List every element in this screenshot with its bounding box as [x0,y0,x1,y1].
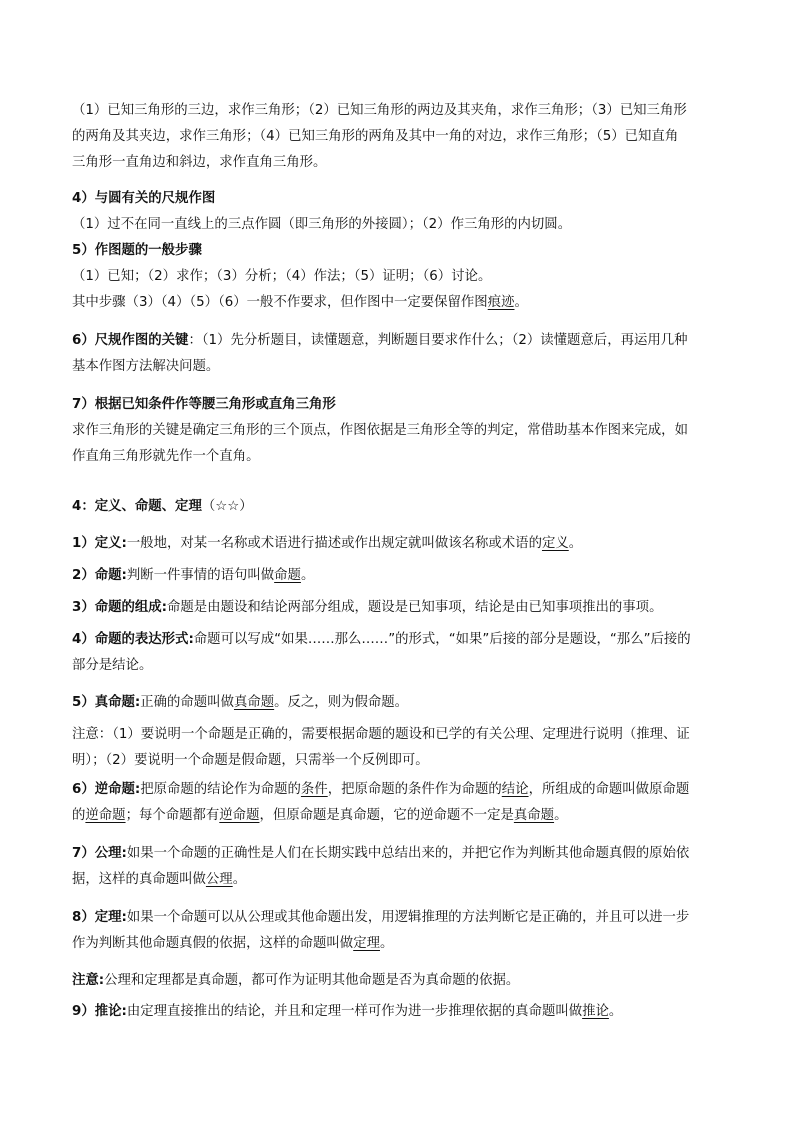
construction-cases-list [72,98,727,176]
underlined-term: 推论 [582,1004,609,1019]
underlined-term: 公理 [205,872,233,887]
text-run: ：（1）先分析题目，读懂题意，判断题目要求作什么；（2）读懂题意后，再运用几种 [188,333,688,348]
text-run: ；每个命题都有 [125,808,220,823]
term-label: 6）尺规作图的关键 [72,333,189,348]
paragraph-line: 求作三角形的关键是确定三角形的三个顶点，作图依据是三角形全等的判定，常借助基本作图来完成，如 [72,423,688,438]
special-triangle-section [72,392,727,470]
underlined-term: 结论 [501,782,529,797]
paragraph-line [72,968,727,994]
section-heading: 4）与圆有关的尺规作图 [72,191,216,206]
text-run: 由定理直接推出的结论，并且和定理一样可作为进一步推理依据的真命题叫做 [126,1004,583,1019]
term-label: 9）推论: [72,1004,127,1019]
term-label: 注意: [72,973,105,988]
paragraph-line [72,595,727,621]
paragraph-line: 基本作图方法解决问题。 [72,359,220,374]
paragraph-line: 的两角及其夹边，求作三角形；（4）已知三角形的两角及其中一角的对边，求作三角形；（5）已知直角 [72,129,679,144]
underlined-term: 真命题 [233,695,275,710]
paragraph-line [72,905,727,931]
underlined-term: 定义 [541,536,569,551]
paragraph-line: 作直角三角形就先作一个直角。 [72,449,260,464]
paragraph-line [72,931,727,957]
section-heading: 7）根据已知条件作等腰三角形或直角三角形 [72,397,336,412]
term-label: 8）定理: [72,910,127,925]
circle-construction-section [72,186,727,238]
text-run: 据，这样的真命题叫做 [72,872,206,887]
text-run: 。 [300,568,315,583]
underlined-term: 痕迹 [487,295,515,310]
term-label: 1）定义: [72,536,127,551]
definition-4 [72,627,727,679]
underlined-term: 逆命题 [85,808,126,823]
text-run: 。 [232,872,247,887]
definition-2 [72,563,727,589]
paragraph-line [72,328,727,354]
definition-3 [72,595,727,621]
paragraph-line: 三角形一直角边和斜边，求作直角三角形。 [72,155,327,170]
paragraph-line [72,290,727,316]
text-run: 作为判断其他命题真假的依据，这样的命题叫做 [72,936,354,951]
text-run: 。 [608,1004,623,1019]
paragraph-line [72,841,727,867]
text-run: 。 [379,936,394,951]
text-run: 公理和定理都是真命题，都可作为证明其他命题是否为真命题的依据。 [104,973,520,988]
underlined-term: 条件 [300,782,328,797]
paragraph-line [72,627,727,653]
general-steps-section [72,238,727,316]
text-run: 。反之，则为假命题。 [274,695,409,710]
paragraph-line [72,690,727,716]
definition-8 [72,905,727,957]
definition-1 [72,531,727,557]
paragraph-line [72,563,727,589]
text-run: 判断一件事情的语句叫做 [126,568,275,583]
paragraph-line: （1）已知；（2）求作；（3）分析；（4）作法；（5）证明；（6）讨论。 [72,269,492,284]
definition-5 [72,690,727,716]
paragraph-line: 注意：（1）要说明一个命题是正确的，需要根据命题的题设和已学的有关公理、定理进行说明（推理、证 [72,727,690,742]
paragraph-line [72,867,727,893]
term-label: 7）公理: [72,846,127,861]
paragraph-line: （1）已知三角形的三边，求作三角形；（2）已知三角形的两边及其夹角，求作三角形；（3）已知三角形 [72,103,687,118]
section-heading: 5）作图题的一般步骤 [72,243,202,258]
paragraph-line [72,777,727,803]
text-run: 。 [568,536,583,551]
definition-7 [72,841,727,893]
text-run: ，所组成的命题叫做原命题 [528,782,690,797]
paragraph-line: 明）；（2）要说明一个命题是假命题，只需举一个反例即可。 [72,753,429,768]
paragraph-line: （1）过不在同一直线上的三点作圆（即三角形的外接圆）；（2）作三角形的内切圆。 [72,217,572,232]
chapter-title [72,494,727,520]
text-run: 其中步骤（3）（4）（5）（6）一般不作要求，但作图中一定要保留作图 [72,295,488,310]
chapter-heading [72,494,727,520]
paragraph-line [72,803,727,829]
paragraph-line: 部分是结论。 [72,658,153,673]
importance-stars: （☆☆） [201,499,253,514]
text-run: 如果一个命题的正确性是人们在长期实践中总结出来的，并把它作为判断其他命题真假的原始依 [126,846,690,861]
text-run: 正确的命题叫做 [140,695,234,710]
definition-6 [72,777,727,829]
term-label: 3）命题的组成: [72,600,168,615]
text-run: 把原命题的结论作为命题的 [140,782,301,797]
underlined-term: 命题 [274,568,301,583]
term-label: 4）命题的表达形式: [72,632,194,647]
text-run: ，但原命题是真命题，它的逆命题不一定是 [259,808,514,823]
text-run: ，把原命题的条件作为命题的 [327,782,502,797]
paragraph-line [72,999,727,1025]
note-1 [72,722,727,774]
term-label: 2）命题: [72,568,127,583]
text-run: 一般地，对某一名称或术语进行描述或作出规定就叫做该名称或术语的 [126,536,542,551]
term-label: 6）逆命题: [72,782,141,797]
term-label: 5）真命题: [72,695,141,710]
text-run: 。 [514,295,528,310]
text-run: 如果一个命题可以从公理或其他命题出发，用逻辑推理的方法判断它是正确的，并且可以进一步 [126,910,690,925]
text-run: 命题可以写成“如果……那么……”的形式，“如果”后接的部分是题设，“那么”后接的 [193,632,691,647]
text-run: 的 [72,808,86,823]
definition-9 [72,999,727,1025]
chapter-title-text: 4：定义、命题、定理 [72,499,202,514]
underlined-term: 定理 [353,936,380,951]
paragraph-line [72,531,727,557]
underlined-term: 真命题 [513,808,555,823]
construction-key-section [72,328,727,380]
text-run: 。 [554,808,568,823]
note-2 [72,968,727,994]
text-run: 命题是由题设和结论两部分组成，题设是已知事项，结论是由已知事项推出的事项。 [167,600,663,615]
underlined-term: 逆命题 [219,808,260,823]
